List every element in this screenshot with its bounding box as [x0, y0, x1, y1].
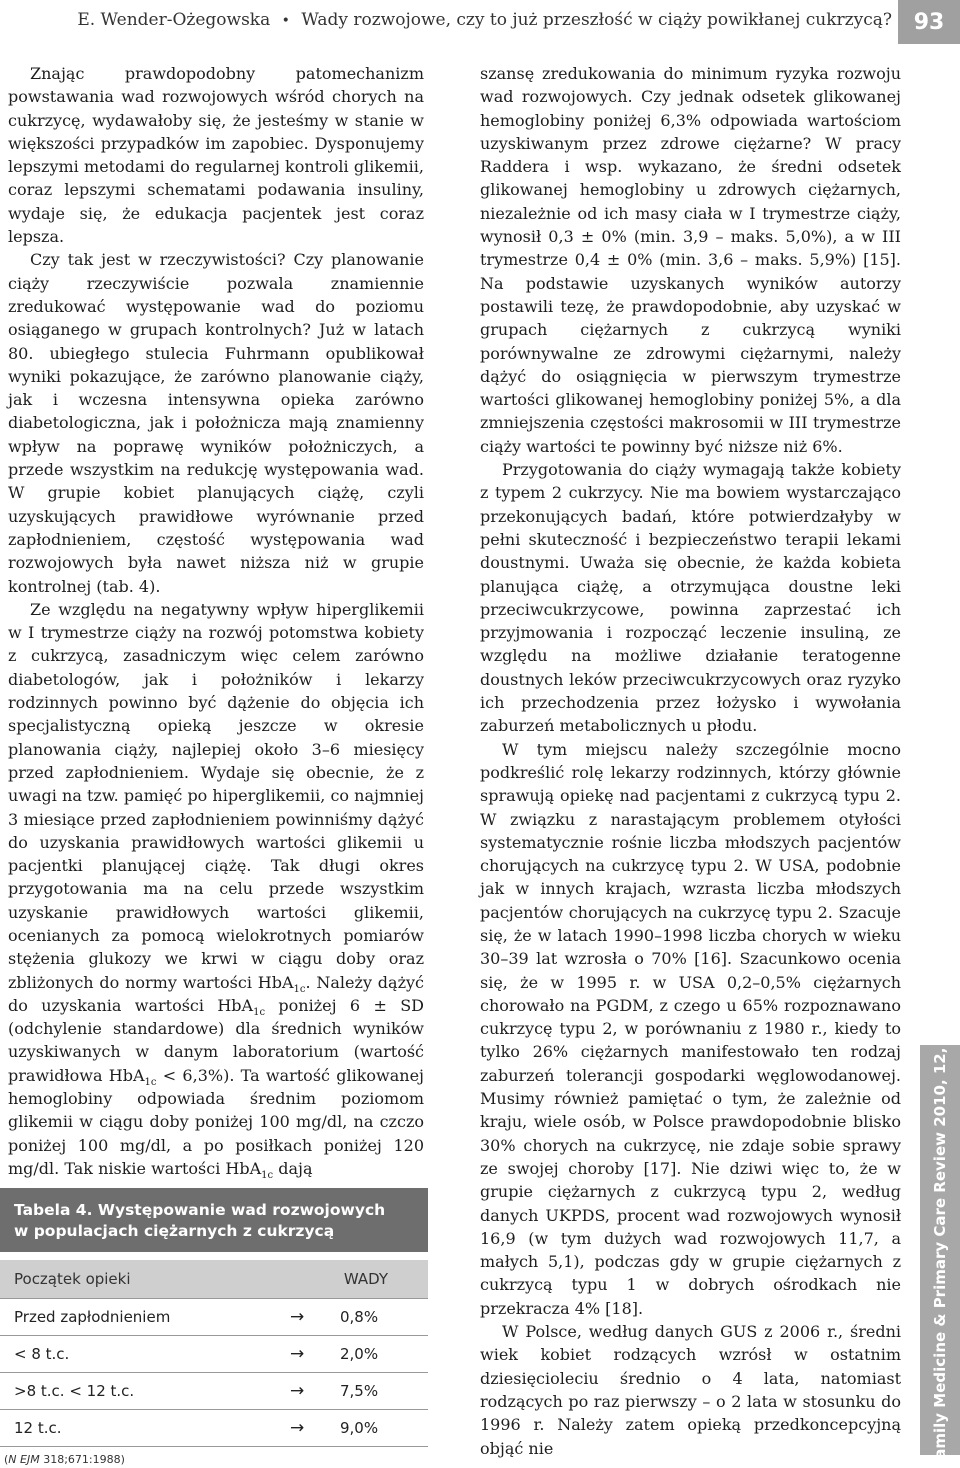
right-paragraph-3: W tym miejscu należy szczególnie mocno podkreślić rolę lekarzy rodzinnych, którzy głównie sprawują opiekę nad pacjentami z cukrzycą typu 2. W związku z narastającym problemem otyłości systematycznie rośnie liczba młodszych pacjentów chorujących na cukrzycę typu 2. W USA, podobnie jak w innych krajach, wzrasta liczba młodszych pacjentów chorujących na cukrzycę typu 2. Szacuje się, że w latach 1990–1998 liczba chorych w wieku 30–39 lat wzrosła o 70% [16]. Szacunkowo ocenia się, że w 1995 r. w USA 0,2–0,5% ciężarnych chorowało na PGDM, z czego u 65% rozpoznawano cukrzycę typu 2, w porównaniu z 1980 r., kiedy to tylko 26% ciężarnych manifestowało ten rodzaj zaburzeń tolerancji gospodarki węglowodanowej. Musimy również pamiętać o tym, że zależnie od kraju, wiele osób, w Polsce prawdopodobnie blisko 30% chorych na cukrzycę, nie zdaje sobie sprawy ze swojej choroby [17]. Nie dziwi więc to, że w grupie ciężarnych z cukrzycą typu 2, według danych UKPDS, procent wad rozwojowych wynosił 16,9 (w tym dużych wad rozwojowych 11,7, a małych 5,1), podczas gdy w grupie ciężarnych z cukrzycą typu 1 w dobrych ośrodkach nie przekracza 4% [18]. — [480, 739, 901, 1318]
left-p3-part-b: . Należy dążyć do uzyskania wartości HbA — [8, 972, 425, 1015]
header-author: E. Wender-Ożegowska — [77, 10, 271, 30]
table-row-label: 12 t.c. — [14, 1419, 62, 1437]
right-column — [480, 62, 901, 1460]
journal-side-label-text: Family Medicine & Primary Care Review 2010, 12, 1 — [931, 1031, 949, 1468]
table-row-label: Przed zapłodnieniem — [14, 1308, 171, 1326]
table-caption-line-2: w populacjach ciężarnych z cukrzycą — [14, 1222, 335, 1240]
running-header — [0, 0, 960, 44]
arrow-right-icon: → — [290, 1344, 305, 1364]
table-header-start-of-care: Początek opieki — [14, 1270, 131, 1288]
table-row-value: 2,0% — [340, 1345, 379, 1363]
right-paragraph-1: szansę zredukowania do minimum ryzyka rozwoju wad rozwojowych. Czy jednak odsetek glikowanej hemoglobiny poniżej 6,3% odpowiada wartościom uzyskiwanym przez zdrowe ciężarne? W pracy Raddera i wsp. wykazano, że średni odsetek glikowanej hemoglobiny u zdrowych ciężarnych, niezależnie od ich masy ciała w I trymestrze ciąży, wynosił 0,3 ± 0% (min. 3,9 – maks. 5,0%), a w III trymestrze 0,4 ± 0% (min. 3,6 – maks. 5,9%) [15]. Na podstawie uzyskanych wyników autorzy postawili tezę, że prawdopodobnie, aby uzyskać w grupach ciężarnych z cukrzycą wyniki porównywalne ze zdrowymi ciężarnymi, należy dążyć do osiągnięcia w pierwszym trymestrze wartości glikowanej hemoglobiny poniżej 5%, a dla zmniejszenia częstości makrosomii w III trymestrze ciąży wartości te powinny być niższe niż 6%. — [480, 64, 901, 456]
left-p3-part-a: Ze względu na negatywny wpływ hiperglikemii w I trymestrze ciąży na rozwój potomstwa kobiety z cukrzycą, zasadniczym więc celem zarówno diabetologów, jak i położników i lekarzy rodzinnych powinno być dążenie do objęcia ich specjalistyczną opieką jeszcze w okresie planowania ciąży, najlepiej około 3–6 miesięcy przed zapłodnieniem. Wydaje się obecnie, że z uwagi na tzw. pamięć po hiperglikemii, co najmniej 3 miesiące przed zapłodnieniem powinniśmy dążyć do uzyskania prawidłowych wartości glikemii u pacjentki planującej ciążę. Tak długi okres przygotowania ma na celu przede wszystkim uzyskanie prawidłowych wartości glikemii, ocenianych za pomocą wielokrotnych pomiarów stężenia glukozy we krwi w ciągu doby oraz zbliżonych do normy wartości HbA — [8, 599, 424, 992]
table-source-rest: 318;671:1988) — [39, 1453, 125, 1466]
table-header-row — [0, 1260, 428, 1299]
table-row-label: >8 t.c. < 12 t.c. — [14, 1382, 135, 1400]
table-4 — [0, 1188, 428, 1466]
left-p3-part-e: dają — [273, 1158, 313, 1178]
table-source-journal: N EJM — [8, 1453, 40, 1466]
table-row — [0, 1299, 428, 1336]
journal-side-label — [920, 1031, 960, 1468]
hba1c-subscript: 1c — [144, 1076, 157, 1088]
header-text — [77, 10, 892, 30]
table-header-defects: WADY — [343, 1270, 389, 1288]
hba1c-subscript: 1c — [293, 983, 306, 995]
table-row — [0, 1336, 428, 1373]
table-row — [0, 1373, 428, 1410]
page-number: 93 — [898, 0, 960, 44]
left-paragraph-2: Czy tak jest w rzeczywistości? Czy planowanie ciąży rzeczywiście pozwala znamiennie zredukować występowanie wad do poziomu osiąganego w grupach kontrolnych? Już w latach 80. ubiegłego stulecia Fuhrmann opublikował wyniki pokazujące, że zarówno planowanie ciąży, jak i wczesna intensywna opieka zarówno diabetologiczna, jak i położnicza mają znamienny wpływ na poprawę wyników położniczych, a przede wszystkim na redukcję występowania wad. W grupie kobiet planujących ciążę, czyli uzyskujących prawidłowe wyrównanie przed zapłodnieniem, częstość występowania wad rozwojowych była nawet niższa niż w grupie kontrolnej (tab. 4). — [8, 250, 424, 596]
right-paragraph-4: W Polsce, według danych GUS z 2006 r., średni wiek kobiet rodzących wzrósł w ostatnim dziesięcioleciu średnio o 4 lata, natomiast rodzących po raz pierwszy – o 2 lata w stosunku do 1996 r. Należy zatem opieką przedkoncepcyjną objąć nie — [480, 1322, 901, 1458]
right-paragraph-2: Przygotowania do ciąży wymagają także kobiety z typem 2 cukrzycy. Nie ma bowiem wystarczająco przekonujących badań, które potwierdzałyby w pełni skuteczność i bezpieczeństwo terapii lekami doustnymi. Uważa się obecnie, że każda kobieta planująca ciążę, a otrzymująca doustne leki przeciwcukrzycowe, powinna zaprzestać ich przyjmowania i rozpocząć leczenie insuliną, ze względu na możliwe działanie teratogenne doustnych leków przeciwcukrzycowych oraz ryzyko ich przechodzenia przez łożysko i wywołania zaburzeń metabolicznych u płodu. — [480, 460, 901, 736]
table-row — [0, 1410, 428, 1447]
hba1c-subscript: 1c — [261, 1170, 274, 1182]
table-row-value: 9,0% — [340, 1419, 379, 1437]
hba1c-subscript: 1c — [253, 1007, 266, 1019]
table-source-open: ( — [4, 1453, 9, 1466]
table-row-label: < 8 t.c. — [14, 1345, 70, 1363]
left-p3-part-d: < 6,3%). Ta wartość glikowanej hemoglobiny odpowiada średnim poziomom glikemii w ciągu doby poniżej 100 mg/dl, na czczo poniżej 100 mg/dl, a po posiłkach poniżej 120 mg/dl. Tak niskie wartości HbA — [8, 1065, 425, 1178]
table-row-value: 7,5% — [340, 1382, 379, 1400]
arrow-right-icon: → — [290, 1381, 305, 1401]
table-caption-line-1: Tabela 4. Występowanie wad rozwojowych — [14, 1201, 386, 1219]
header-separator: • — [281, 13, 290, 29]
arrow-right-icon: → — [290, 1418, 305, 1438]
left-paragraph-3 — [8, 598, 424, 1180]
left-p3-part-c: poniżej 6 ± SD (odchylenie standardowe) dla średnich wyników uzyskiwanych w danym laboratorium (wartość prawidłowa HbA — [8, 995, 424, 1085]
header-title: Wady rozwojowe, czy to już przeszłość w ciąży powikłanej cukrzycą? — [301, 10, 892, 30]
arrow-right-icon: → — [290, 1307, 305, 1327]
left-column — [8, 62, 424, 1180]
left-paragraph-1: Znając prawdopodobny patomechanizm powstawania wad rozwojowych wśród chorych na cukrzycę, wydawałoby się, że jesteśmy w stanie w większości przypadków im zapobiec. Dysponujemy lepszymi metodami do regularnej kontroli glikemii, coraz lepszymi schematami podawania insuliny, wydaje się, że edukacja pacjentek jest coraz lepsza. — [8, 64, 424, 247]
table-row-value: 0,8% — [340, 1308, 379, 1326]
table-caption — [0, 1188, 428, 1252]
